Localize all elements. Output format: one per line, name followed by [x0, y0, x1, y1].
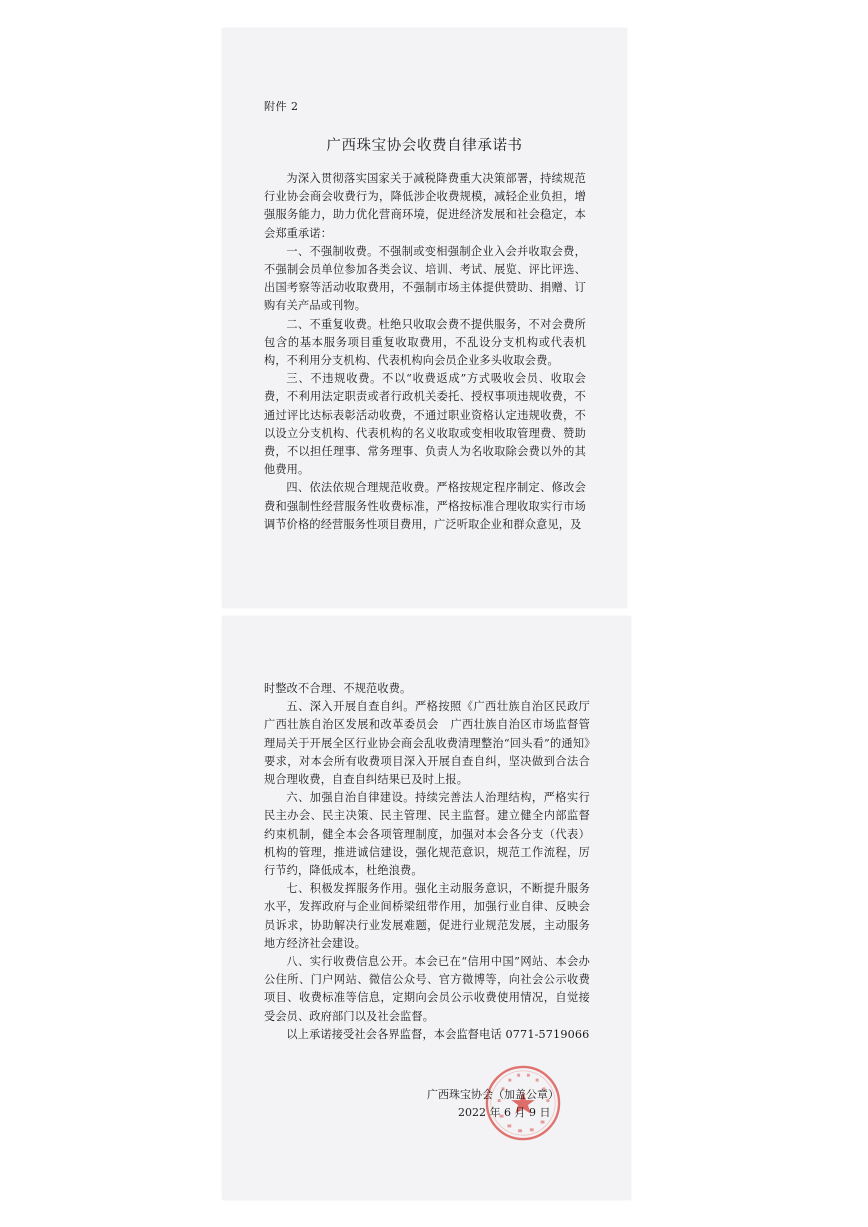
paragraph: 为深入贯彻落实国家关于减税降费重大决策部署，持续规范行业协会商会收费行为，降低涉企收费规模，减轻企业负担，增强服务能力，助力优化营商环境，促进经济发展和社会稳定，本会郑重承诺：	[264, 172, 586, 240]
paragraph: 一、不强制收费。不强制或变相强制企业入会并收取会费，不强制会员单位参加各类会议、培训、考试、展览、评比评选、出国考察等活动收取费用，不强制市场主体提供赞助、捐赠、订购有关产品或刊物。	[264, 244, 586, 313]
paragraph: 六、加强自治自律建设。持续完善法人治理结构，严格实行民主办会、民主决策、民主管理、民主监督。建立健全内部监督约束机制，健全本会各项管理制度，加强对本会各分支（代表）机构的管理，推进诚信建设，强化规范意识，规范工作流程，厉行节约，降低成本，杜绝浪费。	[264, 791, 590, 878]
document-page-1	[222, 28, 627, 608]
paragraph: 以上承诺接受社会各界监督，本会监督电话 0771-5719066	[286, 1027, 590, 1041]
document-page-2	[222, 616, 631, 1200]
paragraph: 四、依法依规合理规范收费。严格按规定程序制定、修改会费和强制性经营服务性收费标准，严格按标准合理收取实行市场调节价格的经营服务性项目费用，广泛听取企业和群众意见，及	[264, 481, 586, 531]
page2-body	[264, 680, 590, 1044]
red-seal-stamp-icon	[484, 1064, 562, 1142]
paragraph: 八、实行收费信息公开。本会已在“信用中国”网站、本会办公住所、门户网站、微信公众号、官方微博等，向社会公示收费项目、收费标准等信息，定期向会员公示收费使用情况，自觉接受会员、政府部门以及社会监督。	[264, 955, 590, 1023]
paragraph-continuation: 时整改不合理、不规范收费。	[264, 682, 412, 695]
attachment-label: 附件 2	[264, 100, 299, 113]
signature-date: 2022 年 6 月 9 日	[458, 1106, 551, 1119]
paragraph: 三、不违规收费。不以“收费返成”方式吸收会员、收取会费，不利用法定职责或者行政机关委托、授权事项违规收费，不通过评比达标表彰活动收费，不通过职业资格认定违规收费，不以设立分支机构、代表机构的名义收取或变相收取管理费、赞助费，不以担任理事、常务理事、负责人为名收取除会费以外的其他费用。	[264, 372, 586, 477]
page1-body	[264, 170, 586, 534]
document-title: 广西珠宝协会收费自律承诺书	[326, 138, 523, 154]
paragraph: 七、积极发挥服务作用。强化主动服务意识，不断提升服务水平，发挥政府与企业间桥梁纽带作用，加强行业自律、反映会员诉求，协助解决行业发展难题，促进行业规范发展，主动服务地方经济社会建设。	[264, 882, 590, 950]
paragraph: 二、不重复收费。杜绝只收取会费不提供服务，不对会费所包含的基本服务项目重复收取费用，不乱设分支机构或代表机构，不利用分支机构、代表机构向会员企业多头收取会费。	[264, 317, 586, 368]
paragraph: 五、深入开展自查自纠。严格按照《广西壮族自治区民政厅 广西壮族自治区发展和改革委员会 广西壮族自治区市场监督管理局关于开展全区行业协会商会乱收费清理整治“回头看”的通知》要求，对本会所有收费项目深入开展自查自纠，坚决做到合法合规合理收费，自查自纠结果已及时上报。	[264, 700, 590, 787]
signature-organization: 广西珠宝协会（加盖公章）	[427, 1088, 559, 1101]
